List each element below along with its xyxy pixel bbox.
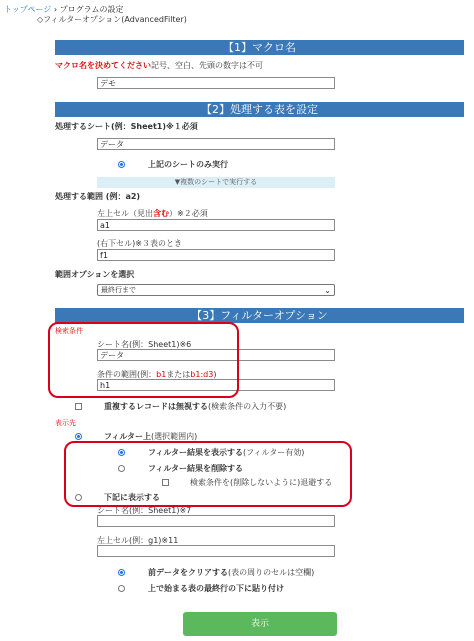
dest-sheet-label: シート名(例：Sheet1)※7 — [97, 506, 192, 515]
range-option-selected: 最終行まで — [101, 286, 136, 294]
chevron-down-icon: ⌄ — [324, 286, 331, 295]
bottomright-cell-input[interactable]: f1 — [97, 249, 335, 261]
retreat-condition-label: 検索条件を(削除しないように)退避する — [190, 478, 333, 487]
criteria-sheet-label: シート名(例：Sheet1)※6 — [97, 340, 192, 349]
radio-show-below-label: 下記に表示する — [104, 493, 160, 502]
radio-delete-filter-result-label: フィルター結果を削除する — [148, 464, 244, 473]
range-option-select[interactable] — [97, 284, 335, 296]
range-label: 処理する範囲 (例：a2) — [55, 192, 141, 201]
radio-paste-below-label: 上で始まる表の最終行の下に貼り付け — [148, 584, 284, 593]
criteria-range-input[interactable]: h1 — [97, 379, 335, 391]
breadcrumb-top-link[interactable]: トップページ — [4, 5, 52, 14]
target-sheet-input[interactable]: データ — [97, 138, 335, 150]
topleft-cell-label: 左上セル（見出含む）※２必須 — [97, 209, 208, 218]
dest-sheet-input[interactable] — [97, 515, 335, 527]
radio-show-filter-result-label: フィルター結果を表示する(フィルター有効) — [148, 448, 305, 457]
page-subtitle: ◇フィルターオプション(AdvancedFilter) — [37, 15, 187, 24]
criteria-range-label: 条件の範囲(例：b1またはb1:d3) — [97, 370, 217, 379]
criteria-sheet-input[interactable]: データ — [97, 349, 335, 361]
radio-only-this-sheet-label: 上記のシートのみ実行 — [148, 160, 228, 169]
unique-records-label: 重複するレコードは無視する(検索条件の入力不要) — [104, 402, 287, 411]
macro-name-label: マクロ名を決めてください記号、空白、先頭の数字は不可 — [55, 61, 263, 70]
radio-paste-below[interactable] — [118, 585, 125, 592]
radio-filter-on-label: フィルター上(選択範囲内) — [104, 432, 198, 441]
breadcrumb-current: プログラムの設定 — [59, 5, 124, 14]
section-2-header: 【2】処理する表を設定 — [55, 102, 464, 117]
range-option-label: 範囲オプションを選択 — [55, 270, 135, 279]
breadcrumb-sep: › — [53, 5, 58, 14]
destination-head: 表示先 — [55, 419, 76, 427]
dest-cell-label: 左上セル(例：g1)※11 — [97, 536, 179, 545]
bottomright-cell-label: (右下セル)※３表のとき — [97, 239, 182, 248]
section-3-header: 【3】フィルターオプション — [55, 308, 464, 323]
submit-button[interactable]: 表示 — [183, 612, 337, 636]
dest-cell-input[interactable] — [97, 545, 335, 557]
radio-show-below[interactable] — [75, 494, 82, 501]
radio-filter-on[interactable] — [75, 433, 82, 440]
section-1-header: 【1】マクロ名 — [55, 40, 464, 55]
multi-sheet-toggle[interactable]: ▼複数のシートで実行する — [97, 177, 335, 188]
unique-records-checkbox[interactable] — [75, 403, 82, 410]
criteria-head: 検索条件 — [55, 327, 83, 335]
radio-only-this-sheet[interactable] — [118, 161, 125, 168]
macro-name-input[interactable]: デモ — [97, 77, 335, 89]
target-sheet-label: 処理するシート(例：Sheet1)※１必須 — [55, 122, 198, 131]
topleft-cell-input[interactable]: a1 — [97, 219, 335, 231]
highlight-criteria-box — [48, 322, 239, 398]
radio-clear-previous[interactable] — [118, 569, 125, 576]
radio-clear-previous-label: 前データをクリアする(表の周りのセルは空欄) — [148, 568, 315, 577]
